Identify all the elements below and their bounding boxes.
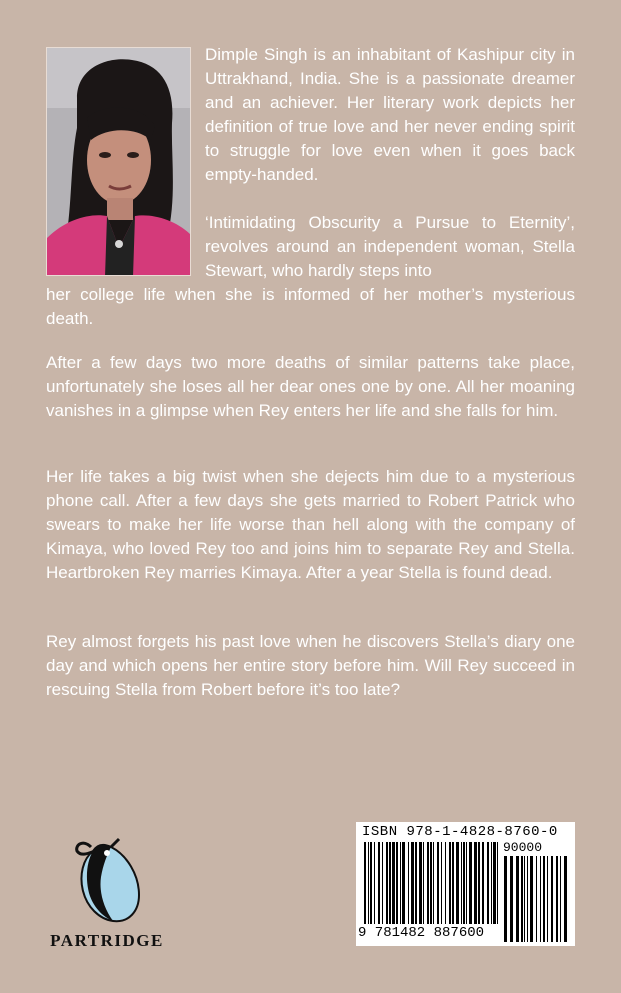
publisher-name: PARTRIDGE <box>50 931 164 950</box>
barcode-digits: 9 781482 887600 <box>358 925 485 941</box>
author-bio: Dimple Singh is an inhabitant of Kashipur city in Uttrakhand, India. She is a passionate dreamer and an achiever. Her literary work depicts her definition of true love and her never ending spirit to struggle for love even when it goes back empty-handed. <box>205 45 575 184</box>
synopsis-paragraph-3: Her life takes a big twist when she dejects him due to a mysterious phone call. After a few days she gets married to Robert Patrick who swears to make her life worse than hell along with the company of Kimaya, who loved Rey too and joins him to separate Rey and Stella. Heartbroken Rey marries Kimaya. After a year Stella is found dead. <box>46 467 575 582</box>
synopsis-intro-bottom: her college life when she is informed of her mother’s mysterious death. <box>46 285 575 328</box>
publisher-logo <box>45 837 169 951</box>
synopsis-paragraph-2: After a few days two more deaths of similar patterns take place, unfortunately she loses all her dear ones one by one. All her moaning vanishes in a glimpse when Rey enters her life and she falls for him. <box>46 353 575 420</box>
isbn-barcode <box>356 822 575 946</box>
synopsis-paragraph-4: Rey almost forgets his past love when he discovers Stella’s diary one day and which opens her entire story before him. Will Rey succeed in rescuing Stella from Robert before it’s too late? <box>46 632 575 699</box>
barcode-addon: 90000 <box>503 840 543 855</box>
isbn-label: ISBN 978-1-4828-8760-0 <box>362 824 558 840</box>
bird-logo-icon <box>73 837 143 925</box>
author-photo <box>46 47 191 276</box>
synopsis-intro-top: ‘Intimidating Obscurity a Pursue to Eternity’, revolves around an independent woman, Stella Stewart, who hardly steps into <box>205 213 575 280</box>
